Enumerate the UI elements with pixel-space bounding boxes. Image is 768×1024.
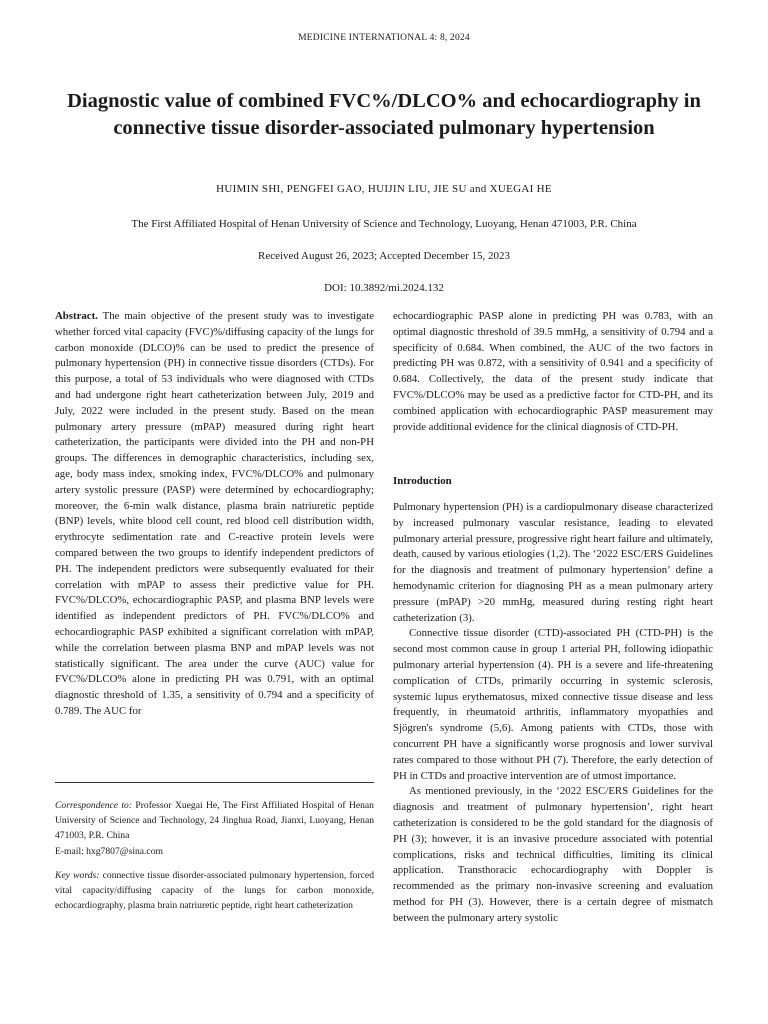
introduction-column bbox=[393, 500, 713, 927]
introduction-paragraph-2: Connective tissue disorder (CTD)-associated PH (CTD-PH) is the second most common cause in group 1 arterial PH, following idiopathic pulmonary arterial hypertension (4). PH is a severe and life-threatening complication of CTDs, primarily occurring in systemic sclerosis, systemic lupus erythematosus, mixed connective tissue disease and less frequently, in rheumatoid arthritis, inflammatory myopathies and Sjögren's syndrome (5,6). Among patients with CTDs, those with concurrent PH have a significantly worse prognosis and lower survival rates compared to those without PH (7). Therefore, the early detection of PH in CTDs and proactive intervention are of utmost importance. bbox=[393, 627, 713, 782]
abstract-continued-column bbox=[393, 309, 713, 435]
keywords-label: Key words: bbox=[55, 870, 100, 881]
affiliation: The First Affiliated Hospital of Henan University of Science and Technology, Luoyang, Henan 471003, P.R. China bbox=[131, 218, 637, 230]
abstract-column bbox=[55, 309, 374, 720]
correspondence-paragraph bbox=[55, 798, 374, 844]
correspondence-email: E-mail: hxg7807@sina.com bbox=[55, 845, 163, 857]
received-accepted-dates: Received August 26, 2023; Accepted December 15, 2023 bbox=[257, 250, 511, 262]
keywords-paragraph bbox=[55, 868, 374, 914]
abstract-paragraph bbox=[55, 309, 374, 720]
footnote-divider bbox=[55, 782, 374, 783]
introduction-paragraph-3: As mentioned previously, in the ‘2022 ESC/ERS Guidelines for the diagnosis and treatment of pulmonary hypertension’, right heart catheterization is considered to be the gold standard for the diagnosis of PH (3); however, it is an invasive procedure associated with potential complications, risks and technical difficulties, limiting its clinical application. Transthoracic echocardiography with Doppler is recommended as the primary non-invasive screening and evaluation method for PH (3). However, there is a certain degree of mismatch between the pulmonary artery systolic bbox=[393, 785, 713, 924]
section-heading-introduction: Introduction bbox=[393, 475, 452, 487]
correspondence-text: Professor Xuegai He, The First Affiliated Hospital of Henan University of Science and Technology, 24 Jinghua Road, Jianxi, Luoyang, Henan 471003, P.R. China bbox=[55, 800, 374, 842]
doi: DOI: 10.3892/mi.2024.132 bbox=[324, 282, 444, 294]
author-list: HUIMIN SHI, PENGFEI GAO, HUIJIN LIU, JIE SU and XUEGAI HE bbox=[216, 183, 552, 195]
running-head: MEDICINE INTERNATIONAL 4: 8, 2024 bbox=[298, 33, 470, 43]
correspondence-label: Correspondence to: bbox=[55, 800, 133, 811]
abstract-continued-text: echocardiographic PASP alone in predicting PH was 0.783, with an optimal diagnostic threshold of 39.5 mmHg, a sensitivity of 0.794 and a specificity of 0.684. When combined, the AUC of the two factors in predicting PH was 0.872, with a sensitivity of 0.941 and a specificity of 0.684. Collectively, the data of the present study indicate that FVC%/DLCO% may be used as a predictive factor for CTD-PH, and its combined application with echocardiographic PASP measurement may provide additional evidence for the clinical diagnosis of CTD-PH. bbox=[393, 310, 713, 433]
paper-title: Diagnostic value of combined FVC%/DLCO% and echocardiography in connective tissue disorder-associated pulmonary hypertension bbox=[67, 90, 701, 139]
correspondence-footnote bbox=[55, 798, 374, 859]
abstract-text: The main objective of the present study was to investigate whether forced vital capacity (FVC)%/diffusing capacity of the lungs for carbon monoxide (DLCO)% can be used to predict the presence of pulmonary hypertension (PH) in connective tissue disorders (CTDs). For this purpose, a total of 53 individuals who were diagnosed with CTDs and had undergone right heart catheterization between July, 2019 and July, 2022 were included in the present study. Based on the mean pulmonary artery pressure (mPAP) measured during right heart catheterization, the participants were divided into the PH and non-PH groups. The differences in demographic characteristics, including sex, age, body mass index, smoking index, FVC%/DLCO% and pulmonary artery systolic pressure (PASP) were determined by echocardiography; moreover, the 6-min walk distance, plasma brain natriuretic peptide (BNP) levels, white blood cell count, red blood cell distribution width, erythrocyte sedimentation rate and C-reactive protein levels were compared between the two groups to identify independent predictors of PH. The independent predictors were subsequently evaluated for their correlation with mPAP to assess their predictive value for PH. FVC%/DLCO%, echocardiographic PASP, and plasma BNP levels were identified as independent predictors of PH. FVC%/DLCO% and echocardiographic PASP exhibited a significant correlation with mPAP, while the correlation between plasma BNP and mPAP levels was not statistically significant. The area under the curve (AUC) value for FVC%/DLCO% alone in predicting PH was 0.791, with an optimal diagnostic threshold of 1.35, a sensitivity of 0.794 and a specificity of 0.789. The AUC for bbox=[55, 310, 374, 717]
keywords-text: connective tissue disorder-associated pulmonary hypertension, forced vital capacity/diffusing capacity of the lungs for carbon monoxide, echocardiography, plasma brain natriuretic peptide, right heart catheterization bbox=[55, 870, 374, 912]
introduction-paragraph-1: Pulmonary hypertension (PH) is a cardiopulmonary disease characterized by increased pulmonary vascular resistance, leading to elevated pulmonary arterial pressure, progressive right heart failure and ultimately, death, caused by various etiologies (1,2). The ‘2022 ESC/ERS Guidelines for the diagnosis and treatment of pulmonary hypertension’ define a hemodynamic criterion for diagnosing PH as a mean pulmonary artery pressure (mPAP) >20 mmHg, measured during resting right heart catheterization (3). bbox=[393, 501, 713, 624]
abstract-label: Abstract. bbox=[55, 310, 98, 322]
keywords-footnote bbox=[55, 868, 374, 914]
